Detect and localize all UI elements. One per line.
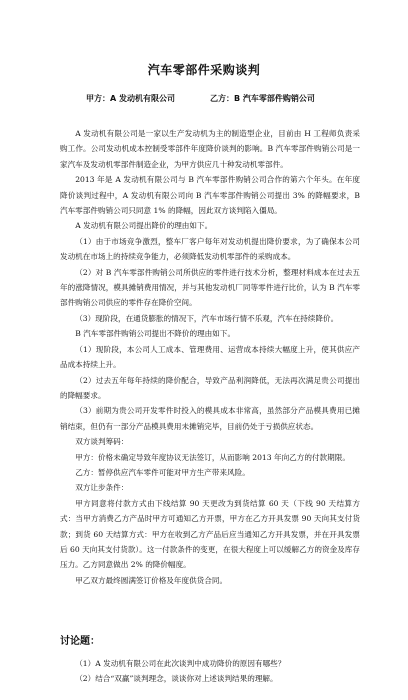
party-b-label: 乙方：B 汽车零部件购销公司 [210, 94, 315, 103]
paragraph: （1）由于市场竞争激烈，整车厂客户每年对发动机提出降价要求，为了确保本公司发动机在市场上的持续竞争能力，必须降低发动机零部件的采购成本。 [60, 236, 360, 262]
paragraph: A 发动机有限公司是一家以生产发动机为主的制造型企业，目前由 H 工程师负责采购工作。公司发动机成本控制受零部件年度降价谈判的影响。B 汽车零部件购销公司是一家汽车及发动机零部件制造企业，为甲方供应几十种发动机零部件。 [60, 129, 360, 169]
paragraph: 2013 年是 A 发动机有限公司与 B 汽车零部件购销公司合作的第六个年头。在年度降价谈判过程中，A 发动机有限公司向 B 汽车零部件购销公司提出 3% 的降幅要求，B 汽车零部件购销公司只同意 1% 的降幅，因此双方谈判陷入僵局。 [60, 175, 360, 216]
discussion-question: （1）A 发动机有限公司在此次谈判中成功降价的原因有哪些？ [75, 659, 286, 668]
paragraph: A 发动机有限公司提出降价的理由如下。 [75, 221, 213, 231]
paragraph: B 汽车零部件购销公司提出不降价的理由如下。 [75, 329, 236, 339]
paragraph: （3）现阶段，在通货膨胀的情况下，汽车市场行情不乐观，汽车在持续降价。 [75, 313, 339, 323]
paragraph: （1）现阶段，本公司人工成本、管理费用、运营成本持续大幅度上升，使其供应产品成本持续上升。 [60, 344, 360, 370]
paragraph: （2）过去五年每年持续的降价配合，导致产品利润降低，无法再次满足贵公司提出的降幅要求。 [60, 375, 360, 400]
case-body [60, 126, 360, 588]
discussion-questions [60, 656, 360, 686]
discussion-heading: 讨论题： [60, 636, 100, 647]
party-a-label: 甲方：A 发动机有限公司 [86, 94, 175, 103]
paragraph: 双方让步条件： [75, 483, 129, 493]
paragraph: 甲乙双方最终圆满签订价格及年度供货合同。 [75, 575, 228, 585]
paragraph: （2）对 B 汽车零部件购销公司所供应的零件进行技术分析，整理材料成本在过去五年的涨降情况，模具摊销费用情况，并与其他发动机厂同等零件进行比价，认为 B 汽车零部件购销公司供应的零件存在降价空间。 [60, 267, 360, 308]
paragraph: 甲方：价格未确定导致年度协议无法签订，从而影响 2013 年向乙方的付款期限。 [75, 452, 350, 462]
paragraph: 双方谈判筹码： [75, 437, 129, 447]
paragraph: （3）前期为贵公司开发零件时投入的模具成本非常高，虽然部分产品模具费用已摊销结束，但仍有一部分产品模具费用未摊销完毕，目前仍处于亏损供应状态。 [60, 406, 360, 431]
paragraph: 乙方：暂停供应汽车零件可能对甲方生产带来风险。 [75, 467, 250, 477]
parties-line [0, 92, 408, 106]
document-title: 汽车零部件采购谈判 [147, 63, 261, 77]
discussion-question: （2）结合“双赢”谈判理念，谈谈你对上述谈判结果的理解。 [75, 674, 278, 683]
paragraph: 甲方同意将付款方式由下线结算 90 天更改为到货结算 60 天（下线 90 天结算方式：当甲方消费乙方产品时甲方可通知乙方开票，甲方在乙方开具发票 90 天向其支付货款；到货 60 天结算方式：甲方在收到乙方产品后应当通知乙方开具发票，并在开具发票后 60 天向其支付货款）。这一付款条件的变更，在很大程度上可以缓解乙方的资金及库存压力。乙方同意做出 2% 的降价幅度。 [60, 498, 360, 570]
